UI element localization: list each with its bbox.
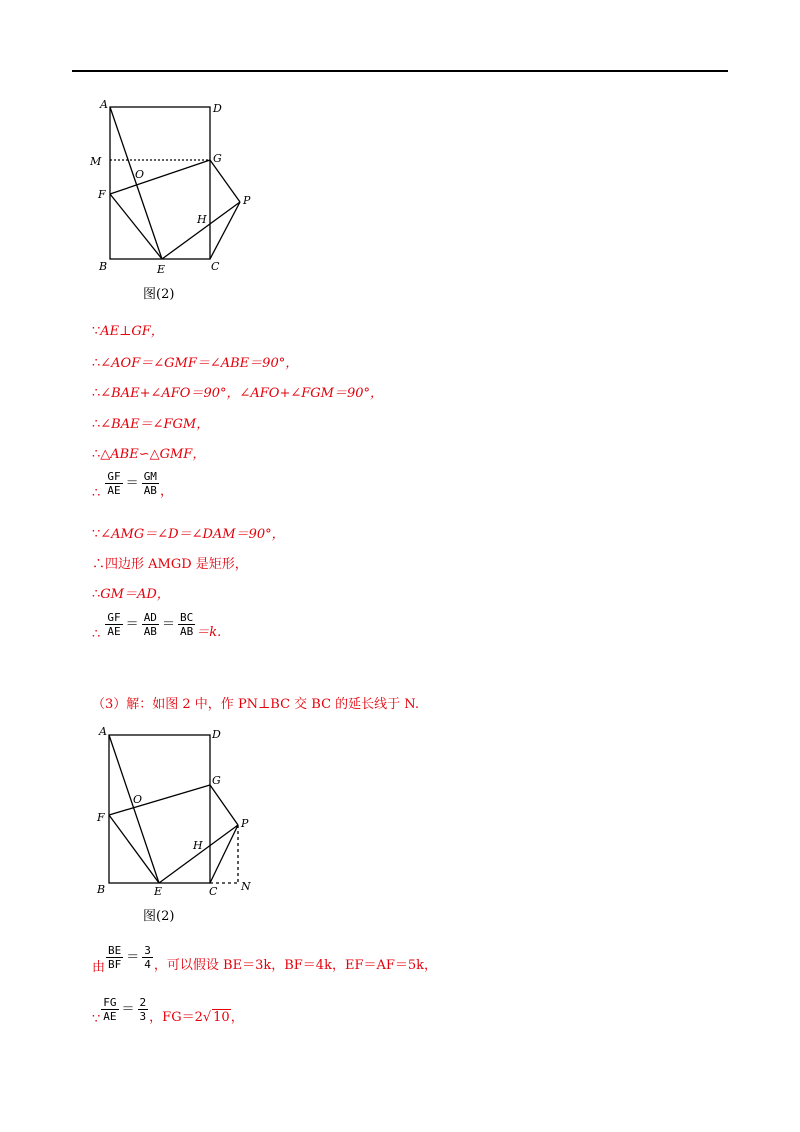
ratio-line-2: ∴ $\frac{GF}{AE}$ ＝ $\frac{AD}{AB}$ ＝ $\frac{BC}{AB}$ ＝k. — [92, 611, 222, 642]
fraction-be-bf: $\frac{BE}{BF}$ — [108, 944, 122, 971]
line-fe-2 — [109, 815, 159, 883]
proof-line-7: ∴四边形 AMGD 是矩形， — [92, 557, 248, 572]
label-b-2: B — [97, 883, 106, 896]
figure-2-caption: 图(2) — [143, 909, 175, 924]
fraction-2-3: $\frac{2}{3}$ — [139, 996, 147, 1023]
line-cp — [210, 202, 240, 259]
label-h-2: H — [193, 839, 203, 852]
fraction-bc-ab: $\frac{BC}{AB}$ — [179, 611, 194, 638]
label-a-2: A — [99, 725, 107, 738]
label-g-2: G — [212, 774, 221, 787]
label-p-2: P — [241, 817, 249, 830]
line-gp-2 — [210, 785, 238, 825]
label-a: A — [100, 98, 108, 111]
ratio-line-3: 由 $\frac{BE}{BF}$ ＝ $\frac{3}{4}$ ，可以假设 BE＝3k，BF＝4k，EF＝AF＝5k， — [92, 944, 438, 975]
line-gp — [210, 160, 240, 202]
label-c-2: C — [209, 885, 218, 898]
line-fg-2 — [109, 785, 210, 815]
figure-1 — [82, 92, 272, 282]
line-ae-2 — [109, 735, 159, 883]
fraction-3-4: $\frac{3}{4}$ — [144, 944, 151, 971]
fraction-gm-ab: $\frac{GM}{AB}$ — [143, 470, 157, 497]
label-o-2: O — [133, 793, 143, 806]
fraction-ad-ab: $\frac{AD}{AB}$ — [143, 611, 157, 638]
label-h: H — [197, 213, 207, 226]
fraction-gf-ae-2: $\frac{GF}{AE}$ — [107, 611, 121, 638]
proof-line-2: ∴∠AOF＝∠GMF＝∠ABE＝90°， — [92, 356, 299, 371]
sqrt-symbol: √ — [202, 1010, 212, 1025]
rectangle-abcd-2 — [109, 735, 210, 883]
label-e-2: E — [154, 885, 163, 898]
label-c: C — [211, 260, 220, 273]
label-f: F — [98, 188, 106, 201]
label-b: B — [99, 260, 108, 273]
proof-line-3: ∴∠BAE+∠AFO＝90°，∠AFO+∠FGM＝90°， — [92, 386, 383, 401]
ratio-line-1: ∴ $\frac{GF}{AE}$ ＝ $\frac{GM}{AB}$ ， — [92, 470, 173, 501]
label-f-2: F — [97, 811, 105, 824]
line-ep — [162, 202, 240, 259]
part-3-heading: （3）解：如图 2 中，作 PN⊥BC 交 BC 的延长线于 N. — [92, 697, 419, 712]
line-ae — [110, 107, 162, 259]
line-cp-2 — [210, 825, 238, 883]
label-e: E — [157, 263, 166, 276]
line-ep-2 — [159, 825, 238, 883]
label-o: O — [135, 168, 145, 181]
proof-line-6: ∵∠AMG＝∠D＝∠DAM＝90°， — [92, 527, 285, 542]
label-d-2: D — [212, 728, 221, 741]
label-d: D — [213, 102, 222, 115]
proof-line-5: ∴△ABE∽△GMF， — [92, 447, 206, 462]
rectangle-abcd — [110, 107, 210, 259]
label-n: N — [241, 880, 251, 893]
fraction-gf-ae: $\frac{GF}{AE}$ — [107, 470, 121, 497]
proof-line-1: ∵AE⊥GF， — [92, 324, 164, 339]
fraction-fg-ae: $\frac{FG}{AE}$ — [103, 996, 117, 1023]
label-g: G — [213, 152, 222, 165]
label-p: P — [243, 194, 251, 207]
figure-1-caption: 图(2) — [143, 287, 175, 302]
ratio-line-4: ∵ $\frac{FG}{AE}$ ＝ $\frac{2}{3}$ ，FG＝2√ 10， — [92, 996, 244, 1027]
sqrt-radicand: 10 — [213, 1010, 230, 1025]
header-rule — [72, 70, 728, 72]
figure-2 — [82, 718, 272, 908]
proof-line-8: ∴GM＝AD， — [92, 587, 170, 602]
line-fg — [110, 160, 210, 194]
line-fe — [110, 194, 162, 259]
label-m: M — [90, 155, 102, 168]
proof-line-4: ∴∠BAE＝∠FGM， — [92, 417, 210, 432]
